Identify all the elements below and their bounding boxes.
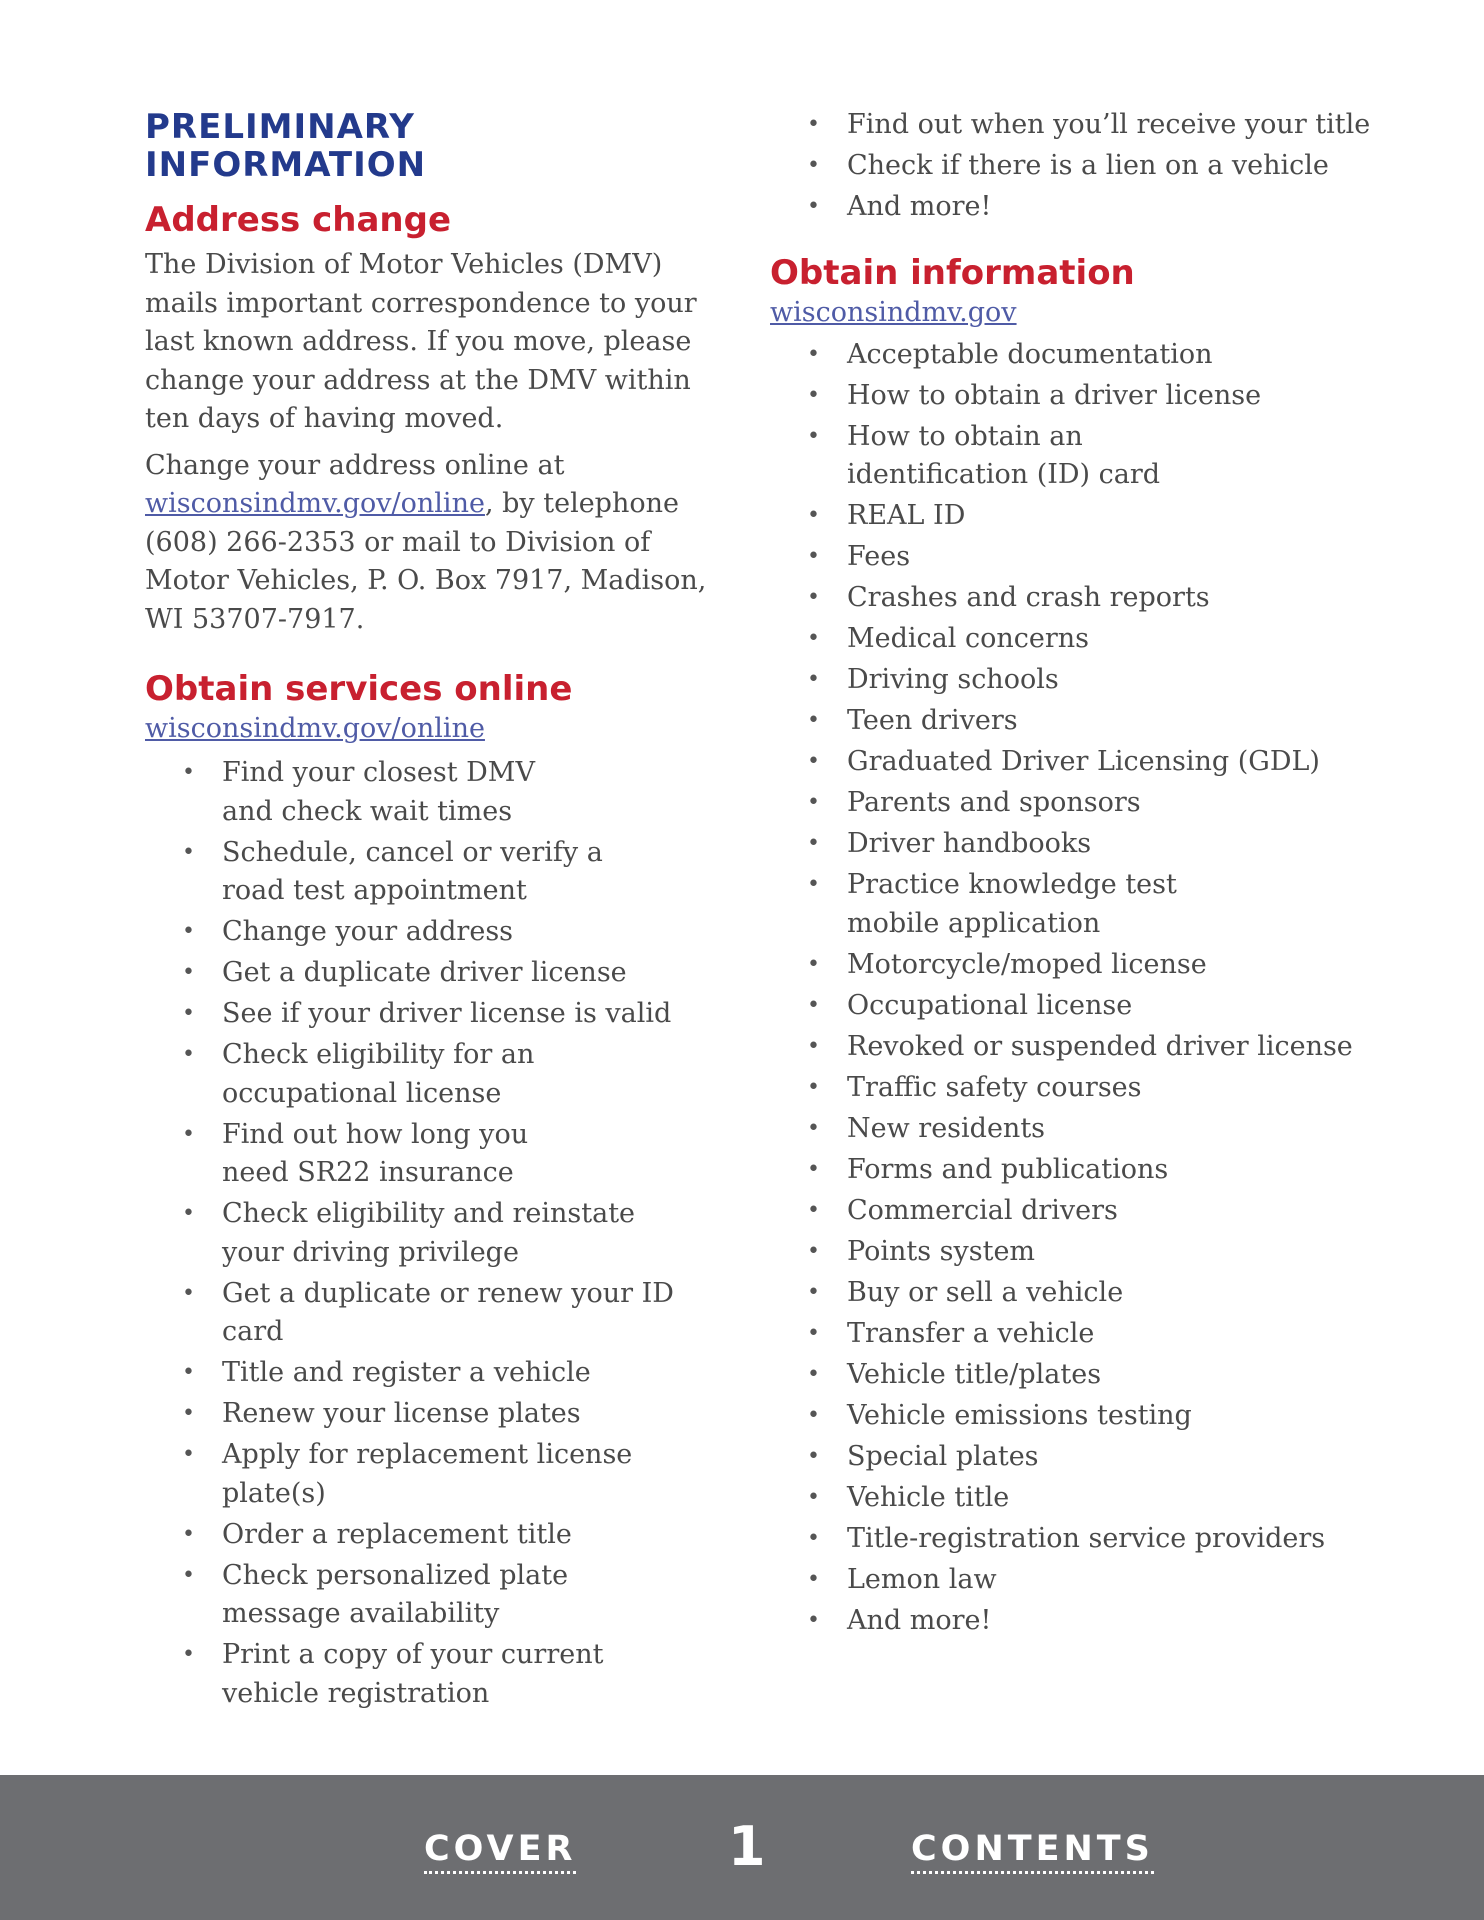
list-item-text: Find your closest DMV and check wait times	[222, 757, 535, 827]
list-item	[807, 579, 1410, 618]
bullet-icon: •	[807, 1115, 820, 1141]
list-item	[807, 1479, 1410, 1518]
list-item	[182, 1036, 725, 1113]
list-item	[807, 661, 1410, 700]
services-online-link[interactable]: wisconsindmv.gov/online	[145, 713, 485, 744]
list-item	[807, 866, 1410, 943]
list-item	[807, 1274, 1410, 1313]
bullet-icon: •	[182, 1121, 195, 1147]
bullet-icon: •	[182, 1642, 195, 1667]
bullet-icon: •	[807, 626, 820, 651]
address-change-instructions	[145, 447, 725, 640]
address-change-heading: Address change	[145, 200, 452, 240]
bullet-icon: •	[807, 1443, 820, 1469]
bullet-icon: •	[807, 1033, 820, 1059]
list-item-text: Renew your license plates	[222, 1398, 581, 1429]
list-item-text: Vehicle emissions testing	[847, 1399, 1192, 1431]
list-item	[807, 987, 1410, 1026]
list-item-text: Commercial drivers	[847, 1194, 1118, 1226]
list-item	[807, 743, 1410, 782]
bullet-icon: •	[807, 194, 820, 219]
list-item	[807, 1356, 1410, 1395]
list-item-text: Lemon law	[847, 1563, 997, 1595]
list-item	[807, 1028, 1410, 1067]
list-item-text: Revoked or suspended driver license	[847, 1030, 1353, 1062]
bullet-icon: •	[807, 1279, 820, 1305]
services-list-continued	[770, 106, 1410, 227]
list-item-text: Acceptable documentation	[847, 338, 1213, 370]
bullet-icon: •	[807, 1361, 820, 1387]
list-item-text: Order a replacement title	[222, 1518, 572, 1550]
list-item-text: Graduated Driver Licensing (GDL)	[847, 746, 1320, 777]
list-item-text: Occupational license	[847, 989, 1133, 1021]
dmv-online-link[interactable]: wisconsindmv.gov/online	[145, 488, 485, 519]
list-item	[807, 784, 1410, 823]
list-item-text: Medical concerns	[847, 623, 1089, 654]
list-item	[807, 702, 1410, 741]
list-item	[807, 825, 1410, 864]
information-list	[770, 336, 1410, 1641]
bullet-icon: •	[807, 992, 820, 1018]
list-item	[807, 1602, 1410, 1641]
address-instructions-rest: , by telephone (608) 266-2353 or mail to Division of Motor Vehicles, P. O. Box 7917, Madison, WI 53707-7917.	[145, 488, 707, 635]
bullet-icon: •	[807, 1320, 820, 1346]
bullet-icon: •	[807, 585, 820, 610]
bullet-icon: •	[182, 1001, 195, 1026]
bullet-icon: •	[807, 1238, 820, 1264]
list-item	[182, 1557, 725, 1634]
page-number: 1	[728, 1815, 766, 1878]
list-item-text: Schedule, cancel or verify a road test appointment	[222, 836, 603, 906]
bullet-icon: •	[807, 341, 820, 367]
list-item	[807, 497, 1410, 536]
list-item-text: Forms and publications	[847, 1153, 1169, 1185]
list-item	[807, 1110, 1410, 1149]
obtain-information-heading: Obtain information	[770, 252, 1135, 293]
list-item	[807, 1192, 1410, 1231]
list-item-text: Vehicle title	[847, 1481, 1010, 1513]
bullet-icon: •	[182, 1442, 195, 1467]
list-item	[182, 1195, 725, 1272]
bullet-icon: •	[807, 749, 820, 774]
bullet-icon: •	[807, 951, 820, 977]
address-change-paragraph: The Division of Motor Vehicles (DMV) mails important correspondence to your last known address. If you move, please change your address at the DMV within ten days of having moved.	[145, 249, 697, 434]
list-item-text: Traffic safety courses	[847, 1071, 1142, 1103]
list-item-text: Find out when you’ll receive your title	[847, 109, 1371, 140]
bullet-icon: •	[807, 1566, 820, 1592]
list-item	[182, 954, 725, 993]
list-item-text: Fees	[847, 541, 911, 572]
list-item-text: Buy or sell a vehicle	[847, 1276, 1124, 1308]
list-item-text: How to obtain a driver license	[847, 379, 1262, 411]
bullet-icon: •	[807, 1402, 820, 1428]
bullet-icon: •	[807, 1156, 820, 1182]
services-list	[145, 754, 725, 1713]
list-item-text: Driver handbooks	[847, 828, 1092, 859]
list-item	[182, 1516, 725, 1555]
bullet-icon: •	[182, 1401, 195, 1426]
list-item-text: Check eligibility for an occupational license	[222, 1039, 535, 1109]
bullet-icon: •	[807, 1525, 820, 1551]
list-item	[182, 913, 725, 952]
list-item	[807, 1561, 1410, 1600]
list-item	[182, 1395, 725, 1434]
list-item	[182, 1354, 725, 1393]
list-item	[807, 538, 1410, 577]
list-item-text: Vehicle title/plates	[847, 1358, 1102, 1390]
list-item	[807, 1151, 1410, 1190]
list-item-text: Check eligibility and reinstate your driving privilege	[222, 1198, 636, 1268]
list-item-text: Special plates	[847, 1440, 1039, 1472]
list-item	[807, 1069, 1410, 1108]
list-item-text: Change your address	[222, 916, 514, 947]
list-item	[807, 1233, 1410, 1272]
bullet-icon: •	[807, 872, 820, 897]
list-item-text: Check if there is a lien on a vehicle	[847, 150, 1329, 181]
list-item	[182, 754, 725, 831]
list-item-text: Get a duplicate driver license	[222, 957, 627, 988]
list-item-text: Apply for replacement license plate(s)	[222, 1439, 633, 1509]
list-item-text: Title and register a vehicle	[222, 1357, 591, 1388]
list-item-text: Practice knowledge test mobile application	[847, 869, 1177, 939]
list-item	[807, 106, 1410, 145]
list-item	[182, 1116, 725, 1193]
bullet-icon: •	[807, 503, 820, 528]
bullet-icon: •	[807, 423, 820, 449]
bullet-icon: •	[182, 1562, 195, 1588]
list-item	[182, 834, 725, 911]
services-online-heading: Obtain services online	[145, 669, 573, 709]
bullet-icon: •	[807, 1197, 820, 1223]
address-instructions-lead: Change your address online at	[145, 449, 565, 481]
list-item-text: Find out how long you need SR22 insurance	[222, 1118, 529, 1188]
page-title-line2: INFORMATION	[145, 145, 427, 185]
bullet-icon: •	[182, 1521, 195, 1547]
bullet-icon: •	[182, 760, 195, 785]
bullet-icon: •	[807, 708, 820, 733]
list-item	[182, 1636, 725, 1713]
list-item	[807, 946, 1410, 985]
bullet-icon: •	[182, 1360, 195, 1385]
list-item	[807, 620, 1410, 659]
list-item	[807, 188, 1410, 227]
list-item-text: Teen drivers	[847, 705, 1018, 736]
bullet-icon: •	[807, 790, 820, 815]
list-item-text: Points system	[847, 1235, 1036, 1267]
list-item-text: See if your driver license is valid	[222, 998, 672, 1029]
list-item-text: Transfer a vehicle	[847, 1317, 1095, 1349]
list-item-text: Print a copy of your current vehicle registration	[222, 1639, 604, 1709]
page-title	[145, 108, 725, 184]
obtain-information-link[interactable]: wisconsindmv.gov	[770, 296, 1017, 328]
list-item	[807, 336, 1410, 375]
list-item	[807, 147, 1410, 186]
bullet-icon: •	[807, 112, 820, 137]
bullet-icon: •	[182, 839, 195, 865]
footer-bar	[0, 1775, 1484, 1920]
list-item-text: REAL ID	[847, 500, 966, 531]
list-item	[807, 377, 1410, 416]
bullet-icon: •	[182, 919, 195, 944]
list-item	[807, 1438, 1410, 1477]
bullet-icon: •	[807, 1607, 820, 1633]
list-item-text: Parents and sponsors	[847, 787, 1141, 818]
list-item	[807, 1520, 1410, 1559]
list-item-text: And more!	[847, 1604, 992, 1636]
list-item-text: Driving schools	[847, 664, 1059, 695]
right-column	[770, 106, 1410, 1643]
bullet-icon: •	[807, 667, 820, 692]
list-item	[182, 995, 725, 1034]
bullet-icon: •	[182, 1280, 195, 1306]
bullet-icon: •	[807, 1484, 820, 1510]
list-item	[182, 1436, 725, 1513]
list-item-text: Crashes and crash reports	[847, 582, 1210, 613]
list-item-text: And more!	[847, 191, 992, 222]
list-item-text: New residents	[847, 1112, 1046, 1144]
list-item	[807, 1315, 1410, 1354]
list-item-text: Get a duplicate or renew your ID card	[222, 1277, 674, 1347]
bullet-icon: •	[807, 1074, 820, 1100]
list-item-text: How to obtain an identification (ID) card	[847, 420, 1161, 490]
page-title-line1: PRELIMINARY	[145, 107, 415, 147]
list-item	[182, 1275, 725, 1352]
list-item-text: Motorcycle/moped license	[847, 948, 1207, 980]
bullet-icon: •	[807, 544, 820, 569]
contents-nav-button[interactable]: CONTENTS	[911, 1829, 1154, 1874]
bullet-icon: •	[182, 1042, 195, 1067]
cover-nav-button[interactable]: COVER	[424, 1829, 576, 1874]
bullet-icon: •	[182, 960, 195, 985]
left-column	[145, 108, 725, 1716]
list-item	[807, 418, 1410, 495]
list-item-text: Title-registration service providers	[847, 1522, 1326, 1554]
bullet-icon: •	[807, 831, 820, 856]
list-item	[807, 1397, 1410, 1436]
bullet-icon: •	[182, 1201, 195, 1226]
bullet-icon: •	[807, 153, 820, 178]
list-item-text: Check personalized plate message availability	[222, 1559, 569, 1629]
bullet-icon: •	[807, 382, 820, 408]
